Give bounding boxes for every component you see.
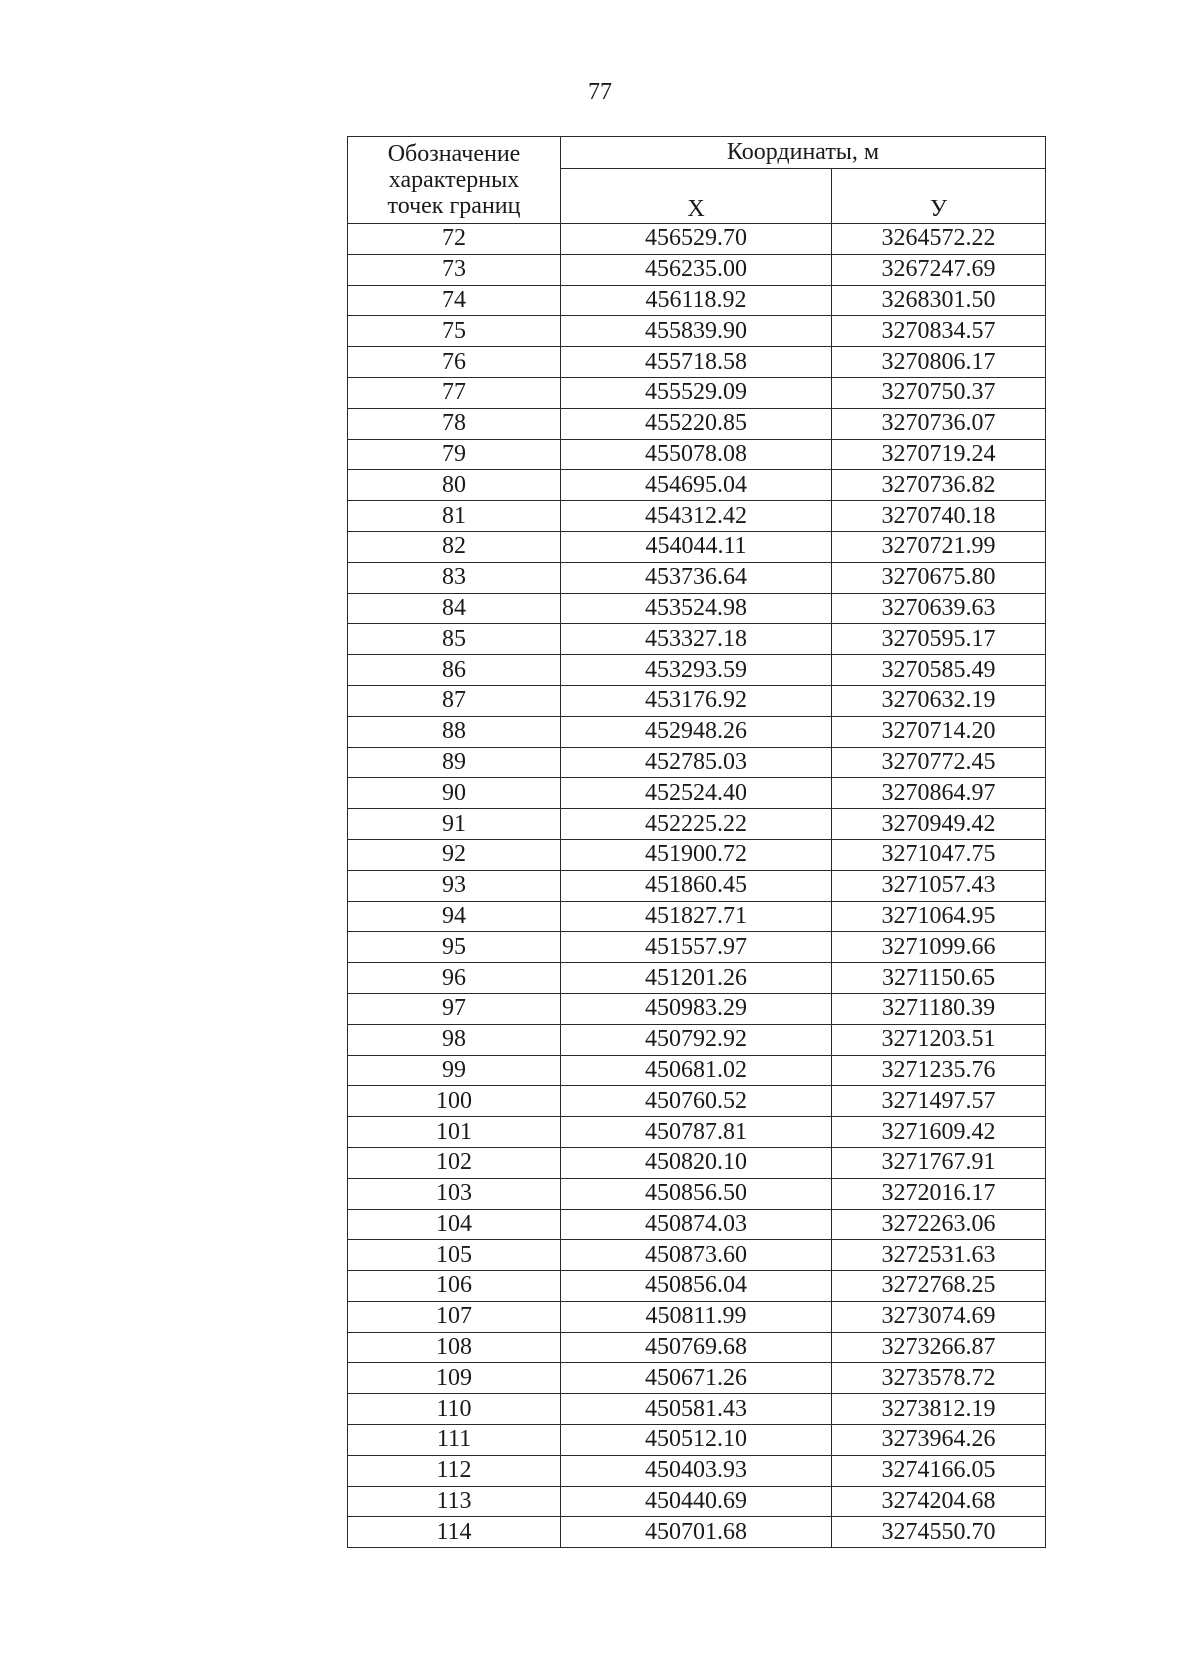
cell-x: 452524.40 (561, 778, 832, 809)
cell-x: 450787.81 (561, 1117, 832, 1148)
table-row (348, 993, 1046, 1024)
cell-point: 78 (348, 408, 561, 439)
table-body (348, 224, 1046, 1548)
cell-y: 3272263.06 (832, 1209, 1046, 1240)
cell-point: 95 (348, 932, 561, 963)
cell-x: 451557.97 (561, 932, 832, 963)
cell-y: 3272768.25 (832, 1271, 1046, 1302)
cell-point: 108 (348, 1332, 561, 1363)
cell-y: 3270772.45 (832, 747, 1046, 778)
table-row (348, 501, 1046, 532)
cell-point: 75 (348, 316, 561, 347)
table-row (348, 377, 1046, 408)
cell-x: 450820.10 (561, 1147, 832, 1178)
page-number: 77 (588, 79, 612, 105)
table-row (348, 685, 1046, 716)
cell-point: 111 (348, 1425, 561, 1456)
cell-point: 94 (348, 901, 561, 932)
cell-x: 453327.18 (561, 624, 832, 655)
cell-x: 455718.58 (561, 347, 832, 378)
cell-point: 113 (348, 1486, 561, 1517)
table-row (348, 1178, 1046, 1209)
cell-y: 3274204.68 (832, 1486, 1046, 1517)
table-row (348, 1301, 1046, 1332)
cell-y: 3274166.05 (832, 1455, 1046, 1486)
cell-y: 3271099.66 (832, 932, 1046, 963)
cell-x: 454695.04 (561, 470, 832, 501)
cell-point: 107 (348, 1301, 561, 1332)
cell-point: 76 (348, 347, 561, 378)
cell-y: 3273266.87 (832, 1332, 1046, 1363)
table-row (348, 716, 1046, 747)
table-row (348, 1024, 1046, 1055)
cell-x: 451827.71 (561, 901, 832, 932)
cell-y: 3268301.50 (832, 285, 1046, 316)
table-row (348, 316, 1046, 347)
cell-x: 453524.98 (561, 593, 832, 624)
cell-x: 455839.90 (561, 316, 832, 347)
cell-x: 456235.00 (561, 254, 832, 285)
table-row (348, 778, 1046, 809)
table-row (348, 1363, 1046, 1394)
cell-x: 450856.50 (561, 1178, 832, 1209)
cell-y: 3270949.42 (832, 809, 1046, 840)
cell-point: 105 (348, 1240, 561, 1271)
cell-x: 455078.08 (561, 439, 832, 470)
table-row (348, 1117, 1046, 1148)
table-row (348, 1240, 1046, 1271)
cell-x: 455529.09 (561, 377, 832, 408)
cell-point: 77 (348, 377, 561, 408)
cell-y: 3270595.17 (832, 624, 1046, 655)
coordinates-table (347, 136, 1046, 1548)
cell-x: 452225.22 (561, 809, 832, 840)
cell-x: 454312.42 (561, 501, 832, 532)
cell-point: 86 (348, 655, 561, 686)
table-row (348, 1086, 1046, 1117)
cell-x: 450873.60 (561, 1240, 832, 1271)
header-y: У (832, 168, 1046, 223)
cell-point: 104 (348, 1209, 561, 1240)
cell-y: 3270639.63 (832, 593, 1046, 624)
cell-point: 90 (348, 778, 561, 809)
table-row (348, 254, 1046, 285)
table-row (348, 439, 1046, 470)
cell-x: 452785.03 (561, 747, 832, 778)
table-row (348, 624, 1046, 655)
table-row (348, 1425, 1046, 1456)
table-row (348, 285, 1046, 316)
header-coordinates: Координаты, м (561, 137, 1046, 169)
table-row (348, 1332, 1046, 1363)
cell-y: 3271767.91 (832, 1147, 1046, 1178)
cell-y: 3274550.70 (832, 1517, 1046, 1548)
cell-point: 103 (348, 1178, 561, 1209)
cell-x: 453176.92 (561, 685, 832, 716)
cell-x: 452948.26 (561, 716, 832, 747)
cell-point: 88 (348, 716, 561, 747)
cell-x: 450403.93 (561, 1455, 832, 1486)
cell-x: 454044.11 (561, 531, 832, 562)
cell-point: 101 (348, 1117, 561, 1148)
cell-x: 450760.52 (561, 1086, 832, 1117)
cell-x: 450701.68 (561, 1517, 832, 1548)
cell-x: 450512.10 (561, 1425, 832, 1456)
cell-y: 3270750.37 (832, 377, 1046, 408)
table-row (348, 747, 1046, 778)
cell-y: 3270834.57 (832, 316, 1046, 347)
cell-y: 3271064.95 (832, 901, 1046, 932)
table-row (348, 963, 1046, 994)
table-row (348, 470, 1046, 501)
cell-x: 450681.02 (561, 1055, 832, 1086)
cell-y: 3271497.57 (832, 1086, 1046, 1117)
cell-y: 3270675.80 (832, 562, 1046, 593)
cell-point: 83 (348, 562, 561, 593)
cell-y: 3271180.39 (832, 993, 1046, 1024)
cell-y: 3270806.17 (832, 347, 1046, 378)
cell-x: 450440.69 (561, 1486, 832, 1517)
cell-y: 3271609.42 (832, 1117, 1046, 1148)
cell-y: 3271150.65 (832, 963, 1046, 994)
cell-x: 450856.04 (561, 1271, 832, 1302)
cell-y: 3270585.49 (832, 655, 1046, 686)
cell-y: 3273812.19 (832, 1394, 1046, 1425)
cell-y: 3273578.72 (832, 1363, 1046, 1394)
cell-y: 3267247.69 (832, 254, 1046, 285)
cell-point: 106 (348, 1271, 561, 1302)
table-row (348, 1394, 1046, 1425)
cell-point: 97 (348, 993, 561, 1024)
cell-point: 92 (348, 839, 561, 870)
cell-x: 453293.59 (561, 655, 832, 686)
cell-y: 3272016.17 (832, 1178, 1046, 1209)
cell-y: 3273074.69 (832, 1301, 1046, 1332)
cell-y: 3270721.99 (832, 531, 1046, 562)
cell-y: 3270736.07 (832, 408, 1046, 439)
table-row (348, 1455, 1046, 1486)
cell-point: 91 (348, 809, 561, 840)
table-row (348, 593, 1046, 624)
table-row (348, 1147, 1046, 1178)
cell-point: 84 (348, 593, 561, 624)
cell-y: 3271047.75 (832, 839, 1046, 870)
table-row (348, 901, 1046, 932)
cell-y: 3270736.82 (832, 470, 1046, 501)
cell-point: 93 (348, 870, 561, 901)
cell-point: 80 (348, 470, 561, 501)
cell-y: 3271057.43 (832, 870, 1046, 901)
cell-point: 112 (348, 1455, 561, 1486)
table-row (348, 408, 1046, 439)
cell-x: 455220.85 (561, 408, 832, 439)
cell-y: 3270740.18 (832, 501, 1046, 532)
table-row (348, 531, 1046, 562)
cell-x: 456118.92 (561, 285, 832, 316)
cell-point: 102 (348, 1147, 561, 1178)
cell-x: 450874.03 (561, 1209, 832, 1240)
cell-y: 3272531.63 (832, 1240, 1046, 1271)
cell-y: 3270632.19 (832, 685, 1046, 716)
cell-point: 98 (348, 1024, 561, 1055)
cell-point: 74 (348, 285, 561, 316)
cell-x: 450811.99 (561, 1301, 832, 1332)
header-x: X (561, 168, 832, 223)
cell-point: 81 (348, 501, 561, 532)
cell-x: 450983.29 (561, 993, 832, 1024)
cell-x: 451900.72 (561, 839, 832, 870)
table-row (348, 870, 1046, 901)
cell-point: 82 (348, 531, 561, 562)
cell-point: 99 (348, 1055, 561, 1086)
cell-x: 451201.26 (561, 963, 832, 994)
table-row (348, 1209, 1046, 1240)
table-row (348, 562, 1046, 593)
cell-point: 87 (348, 685, 561, 716)
cell-y: 3271235.76 (832, 1055, 1046, 1086)
table-row (348, 1517, 1046, 1548)
cell-point: 100 (348, 1086, 561, 1117)
cell-point: 72 (348, 224, 561, 255)
table-row (348, 1055, 1046, 1086)
cell-x: 450769.68 (561, 1332, 832, 1363)
cell-point: 110 (348, 1394, 561, 1425)
table-row (348, 224, 1046, 255)
cell-point: 85 (348, 624, 561, 655)
cell-x: 453736.64 (561, 562, 832, 593)
table-row (348, 1486, 1046, 1517)
table-row (348, 347, 1046, 378)
cell-x: 450671.26 (561, 1363, 832, 1394)
table-row (348, 655, 1046, 686)
cell-y: 3270864.97 (832, 778, 1046, 809)
cell-y: 3264572.22 (832, 224, 1046, 255)
cell-x: 456529.70 (561, 224, 832, 255)
cell-point: 96 (348, 963, 561, 994)
cell-y: 3270719.24 (832, 439, 1046, 470)
table-row (348, 839, 1046, 870)
cell-y: 3273964.26 (832, 1425, 1046, 1456)
cell-y: 3270714.20 (832, 716, 1046, 747)
cell-x: 450581.43 (561, 1394, 832, 1425)
cell-x: 451860.45 (561, 870, 832, 901)
cell-point: 114 (348, 1517, 561, 1548)
table-header (348, 137, 1046, 224)
cell-x: 450792.92 (561, 1024, 832, 1055)
table-row (348, 932, 1046, 963)
table-row (348, 809, 1046, 840)
cell-point: 109 (348, 1363, 561, 1394)
cell-y: 3271203.51 (832, 1024, 1046, 1055)
header-point-designation: Обозначение характерных точек границ (348, 137, 561, 224)
table-row (348, 1271, 1046, 1302)
cell-point: 79 (348, 439, 561, 470)
cell-point: 73 (348, 254, 561, 285)
cell-point: 89 (348, 747, 561, 778)
